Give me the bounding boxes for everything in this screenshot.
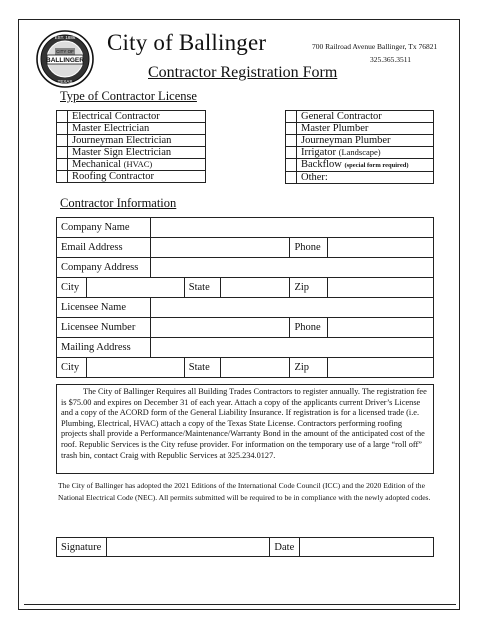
code-adoption-text: The City of Ballinger has adopted the 2021 Editions of the International Code Council (ICC) and the 2020 Edition of the National Electrical Code (NEC). All permits submitted will be required to be in compliance with the newly adopted codes. (58, 481, 431, 502)
license-checkbox[interactable] (286, 147, 297, 159)
license-row[interactable] (286, 159, 434, 172)
zip-field[interactable] (328, 278, 434, 298)
license-checkbox[interactable] (57, 159, 68, 171)
city-field[interactable] (86, 278, 184, 298)
seal-text-est: EST. 1886 (54, 35, 76, 40)
phone-field[interactable] (328, 238, 434, 258)
license-row[interactable] (57, 171, 206, 183)
license-label: Master Sign Electrician (68, 147, 206, 159)
license-row[interactable] (286, 111, 434, 123)
license-label-suffix: (Landscape) (338, 147, 381, 157)
state-field[interactable] (220, 278, 290, 298)
licensee-name-label: Licensee Name (57, 298, 151, 318)
signature-label: Signature (57, 538, 107, 557)
license-table-left (56, 110, 206, 183)
mailing-zip-field[interactable] (328, 358, 434, 378)
license-checkbox[interactable] (286, 159, 297, 172)
city-label: City (57, 278, 87, 298)
license-table-right (285, 110, 434, 184)
mailing-address-label: Mailing Address (57, 338, 151, 358)
city-phone: 325.365.3511 (370, 55, 411, 64)
city-label: City (57, 358, 87, 378)
licensee-number-field[interactable] (150, 318, 290, 338)
license-label-suffix: (HVAC) (123, 159, 153, 169)
contractor-info-table (56, 217, 434, 378)
company-address-label: Company Address (57, 258, 151, 278)
city-address: 700 Railroad Avenue Ballinger, Tx 76821 (312, 42, 438, 51)
license-label[interactable]: Other: (297, 172, 434, 184)
date-field[interactable] (300, 538, 434, 557)
license-checkbox[interactable] (57, 135, 68, 147)
license-section-heading: Type of Contractor License (60, 89, 197, 103)
mailing-city-field[interactable] (86, 358, 184, 378)
state-label: State (184, 358, 220, 378)
signature-field[interactable] (106, 538, 269, 557)
licensee-phone-field[interactable] (328, 318, 434, 338)
licensee-number-label: Licensee Number (57, 318, 151, 338)
license-checkbox[interactable] (286, 172, 297, 184)
license-row[interactable] (57, 159, 206, 171)
registration-notice-text: The City of Ballinger Requires all Building Trades Contractors to register annually. The registration fee is $75.00 and expires on December 31 of each year. Attach a copy of the applicants current Driver’s License and a copy of the ACORD form of the General Liability Insurance. If registration is for a licensed trade (i.e. Plumbing, Electrical, HVAC) attach a copy of the Texas State License. Contractors performing roofing projects shall provide a Performance/Maintenance/Warranty Bond in the amount of the anticipated cost of the roof. Republic Services is the City refuse provider. For information on the temporary use of a large “roll off” trash bin, contact Craig with Republic Services at 325.234.0127. (61, 387, 427, 460)
phone-label: Phone (290, 318, 328, 338)
date-label: Date (270, 538, 300, 557)
license-label: Roofing Contractor (68, 171, 206, 183)
license-row[interactable] (57, 123, 206, 135)
seal-text-name: BALLINGER (46, 57, 84, 64)
seal-text-city-of: CITY OF (56, 49, 74, 54)
license-label: Master Electrician (68, 123, 206, 135)
license-label: Irrigator (301, 147, 336, 158)
city-seal-icon (36, 30, 94, 88)
company-name-label: Company Name (57, 218, 151, 238)
registration-notice (56, 384, 434, 474)
seal-text-state: TEXAS (57, 79, 73, 84)
license-row[interactable] (57, 147, 206, 159)
company-name-field[interactable] (150, 218, 433, 238)
email-field[interactable] (150, 238, 290, 258)
license-label: Electrical Contractor (68, 111, 206, 123)
zip-label: Zip (290, 278, 328, 298)
state-label: State (184, 278, 220, 298)
email-label: Email Address (57, 238, 151, 258)
license-row[interactable] (57, 111, 206, 123)
mailing-address-field[interactable] (150, 338, 433, 358)
license-checkbox[interactable] (57, 123, 68, 135)
city-name: City of Ballinger (107, 30, 267, 55)
mailing-state-field[interactable] (220, 358, 290, 378)
license-label: Journeyman Electrician (68, 135, 206, 147)
zip-label: Zip (290, 358, 328, 378)
license-label: Backflow (301, 159, 342, 170)
license-row[interactable] (286, 135, 434, 147)
form-title: Contractor Registration Form (148, 64, 338, 81)
license-row[interactable] (286, 147, 434, 159)
page-bottom-rule (24, 604, 456, 605)
license-checkbox[interactable] (57, 147, 68, 159)
license-label: Mechanical (72, 159, 121, 170)
license-checkbox[interactable] (57, 111, 68, 123)
signature-table (56, 537, 434, 557)
license-checkbox[interactable] (286, 123, 297, 135)
license-row[interactable] (286, 172, 434, 184)
license-row[interactable] (286, 123, 434, 135)
license-checkbox[interactable] (286, 111, 297, 123)
license-row[interactable] (57, 135, 206, 147)
info-section-heading: Contractor Information (60, 196, 177, 210)
license-label: Journeyman Plumber (297, 135, 434, 147)
license-checkbox[interactable] (286, 135, 297, 147)
phone-label: Phone (290, 238, 328, 258)
licensee-name-field[interactable] (150, 298, 433, 318)
license-label: Master Plumber (297, 123, 434, 135)
company-address-field[interactable] (150, 258, 433, 278)
license-label: General Contractor (297, 111, 434, 123)
license-checkbox[interactable] (57, 171, 68, 183)
license-label-note: (special form required) (344, 162, 409, 169)
